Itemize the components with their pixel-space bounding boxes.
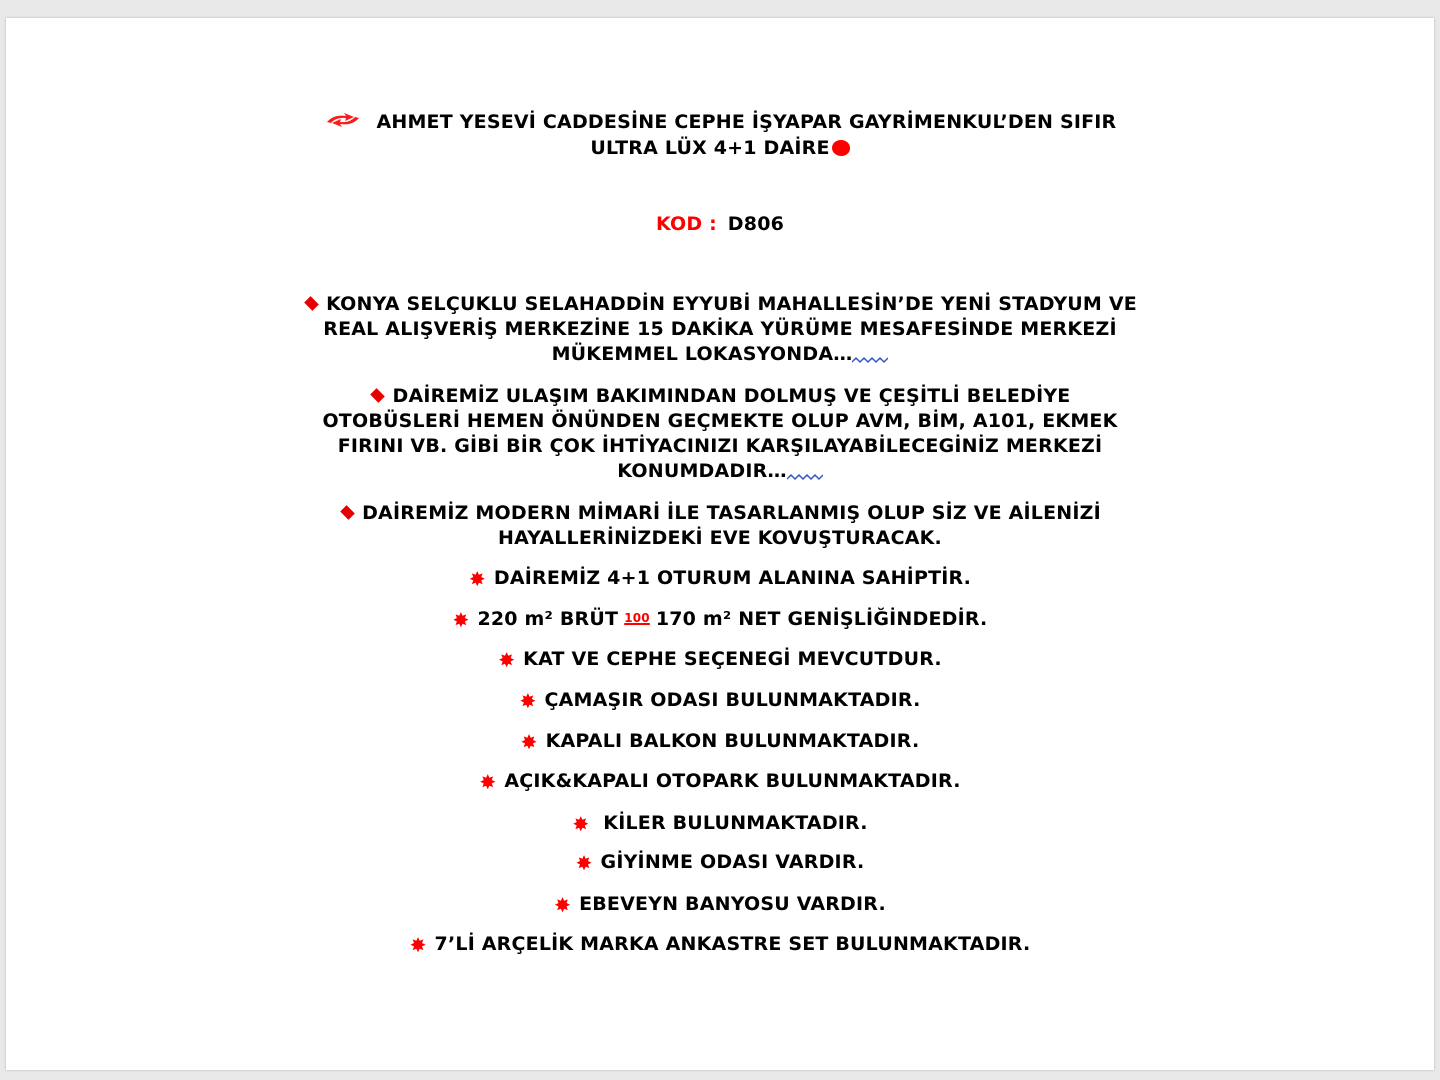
feature-text: KAT VE CEPHE SEÇENEGİ MEVCUTDUR. [523,648,942,670]
title-line-1 [6,110,1434,135]
paragraph-text: DAİREMİZ ULAŞIM BAKIMINDAN DOLMUŞ VE ÇEŞİTLİ BELEDİYE [392,385,1071,407]
feature-text: AÇIK&KAPALI OTOPARK BULUNMAKTADIR. [504,770,961,792]
code-line [6,212,1434,237]
paragraph-text: FIRINI VB. GİBİ BİR ÇOK İHTİYACINIZI KARŞILAYABİLECEGİNİZ MERKEZİ [337,435,1103,457]
feature-text: ÇAMAŞIR ODASI BULUNMAKTADIR. [544,689,921,711]
paragraph-text: KONYA SELÇUKLU SELAHADDİN EYYUBİ MAHALLESİN’DE YENİ STADYUM VE [326,293,1137,315]
feature-item [6,850,1434,875]
feature-text: 220 m² BRÜT [477,608,619,630]
paragraph-text: REAL ALIŞVERİŞ MERKEZİNE 15 DAKİKA YÜRÜME MESAFESİNDE MERKEZİ [323,318,1117,340]
feature-text: EBEVEYN BANYOSU VARDIR. [579,893,886,915]
red-blob-icon [832,140,850,156]
red-burst-icon: ✸ [520,729,538,754]
feature-text: DAİREMİZ 4+1 OTURUM ALANINA SAHİPTİR. [493,567,972,589]
paragraph-2-line-2 [6,409,1434,434]
feature-item [6,932,1434,957]
title-text-2: ULTRA LÜX 4+1 DAİRE [590,137,830,159]
red-burst-icon: ✸ [409,932,427,957]
paragraph-text: DAİREMİZ MODERN MİMARİ İLE TASARLANMIŞ OLUP SİZ VE AİLENİZİ [362,502,1101,524]
paragraph-2-line-4 [6,459,1434,484]
feature-item [6,688,1434,713]
feature-text: 7’Lİ ARÇELİK MARKA ANKASTRE SET BULUNMAKTADIR. [434,933,1031,955]
paragraph-text: OTOBÜSLERİ HEMEN ÖNÜNDEN GEÇMEKTE OLUP AVM, BİM, A101, EKMEK [322,410,1118,432]
title-line-2 [6,136,1434,161]
paragraph-text: KONUMDADIR… [617,460,787,482]
paragraph-1-line-2 [6,317,1434,342]
paragraph-1-line-1 [6,292,1434,317]
paragraph-text: MÜKEMMEL LOKASYONDA… [551,343,853,365]
red-diamond-icon [371,388,386,403]
feature-item [6,566,1434,591]
paragraph-1-line-3 [6,342,1434,367]
paragraph-text: HAYALLERİNİZDEKİ EVE KOVUŞTURACAK. [498,527,942,549]
feature-item [6,811,1434,836]
feature-text: KAPALI BALKON BULUNMAKTADIR. [545,730,920,752]
feature-text: 170 m² NET GENİŞLİĞİNDEDİR. [655,608,988,630]
spellcheck-squiggle [787,473,823,481]
paragraph-2-line-1 [6,384,1434,409]
feature-item [6,729,1434,754]
document-page [6,18,1434,1070]
feature-item [6,606,1434,632]
title-text-1: AHMET YESEVİ CADDESİNE CEPHE İŞYAPAR GAYRİMENKUL’DEN SIFIR [376,111,1117,133]
red-burst-icon: ✸ [572,811,590,836]
feature-item [6,769,1434,794]
red-burst-icon: ✸ [479,769,497,794]
paragraph-3-line-2 [6,526,1434,551]
spellcheck-squiggle [852,356,888,364]
red-burst-icon: ✸ [498,647,516,672]
paragraph-2-line-3 [6,434,1434,459]
paragraph-3-line-1 [6,501,1434,526]
arrows-cycle-icon [324,110,362,135]
red-burst-icon: ✸ [519,688,537,713]
code-label: KOD : [655,213,717,235]
red-burst-icon: ✸ [575,850,593,875]
code-value: D806 [727,213,785,235]
hundred-points-icon: 100 [624,611,650,625]
feature-text: KİLER BULUNMAKTADIR. [603,812,868,834]
red-burst-icon: ✸ [468,566,486,591]
feature-item [6,892,1434,917]
red-burst-icon: ✸ [554,892,572,917]
red-diamond-icon [304,296,319,311]
red-burst-icon: ✸ [452,607,470,632]
feature-text: GİYİNME ODASI VARDIR. [600,851,865,873]
feature-item [6,647,1434,672]
red-diamond-icon [340,505,355,520]
